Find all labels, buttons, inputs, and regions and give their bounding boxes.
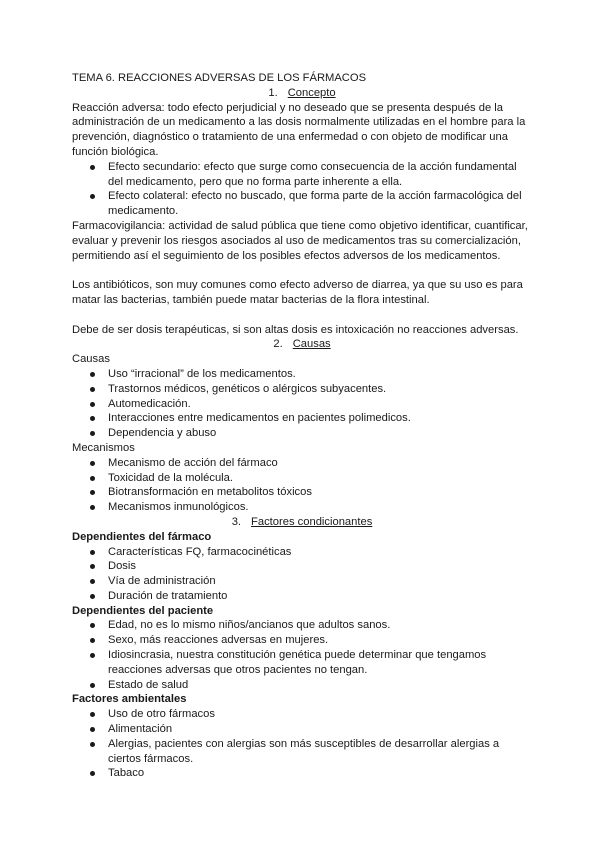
bullet-icon — [90, 638, 95, 643]
section-number: 3. — [231, 515, 242, 528]
environmental-factors-list — [72, 707, 532, 781]
list-item: Alergias, pacientes con alergias son más susceptibles de desarrollar alergias a ciertos fármacos. — [72, 737, 532, 767]
list-item: Biotransformación en metabolitos tóxicos — [72, 485, 532, 500]
section-number: 1. — [268, 86, 278, 99]
mechanisms-label: Mecanismos — [72, 441, 135, 454]
bullet-icon — [90, 579, 95, 584]
definition-paragraph: Reacción adversa: todo efecto perjudicial y no deseado que se presenta después de la administración de un medicamento a las dosis normalmente utilizadas en el hombre para la prevención, diagnóstico o tratamiento de una enfermedad o con objeto de modificar una función biológica. — [72, 101, 526, 158]
list-item: Dependencia y abuso — [72, 426, 532, 441]
document-title: TEMA 6. REACCIONES ADVERSAS DE LOS FÁRMACOS — [72, 72, 367, 84]
list-item: Vía de administración — [72, 574, 532, 589]
list-item: Uso de otro fármacos — [72, 707, 532, 722]
bullet-icon — [90, 476, 95, 481]
bullet-icon — [90, 402, 95, 407]
bullet-icon — [90, 623, 95, 628]
bullet-icon — [90, 550, 95, 555]
mechanisms-list — [72, 456, 532, 515]
causes-label: Causas — [72, 353, 110, 366]
list-item: Interacciones entre medicamentos en pacientes polimedicos. — [72, 411, 532, 426]
section-heading-factores — [72, 515, 532, 530]
bullet-icon — [90, 653, 95, 658]
bullet-icon — [90, 461, 95, 466]
antibiotics-paragraph: Los antibióticos, son muy comunes como efecto adverso de diarrea, ya que su uso es para matar las bacterias, también puede matar bacterias de la flora intestinal. — [72, 279, 523, 306]
bullet-icon — [90, 564, 95, 569]
list-item: Automedicación. — [72, 397, 532, 412]
document-body — [72, 71, 532, 781]
bullet-icon — [90, 165, 95, 170]
list-item: Idiosincrasia, nuestra constitución genética puede determinar que tengamos reacciones adversas que otros pacientes no tengan. — [72, 648, 532, 678]
section-title: Concepto — [287, 86, 336, 99]
patient-factors-list — [72, 618, 532, 692]
list-item: Características FQ, farmacocinéticas — [72, 545, 532, 560]
environmental-factors-label: Factores ambientales — [72, 693, 187, 706]
section-heading-concepto — [72, 86, 532, 101]
bullet-icon — [90, 594, 95, 599]
list-item: Mecanismos inmunológicos. — [72, 500, 532, 515]
bullet-icon — [90, 194, 95, 199]
list-item: Toxicidad de la molécula. — [72, 471, 532, 486]
list-item: Estado de salud — [72, 678, 532, 693]
effects-list — [72, 160, 532, 219]
list-item: Dosis — [72, 559, 532, 574]
bullet-icon — [90, 431, 95, 436]
section-title: Causas — [292, 338, 331, 351]
section-title: Factores condicionantes — [251, 515, 373, 528]
list-item: Mecanismo de acción del fármaco — [72, 456, 532, 471]
drug-factors-label: Dependientes del fármaco — [72, 530, 212, 543]
list-item: Trastornos médicos, genéticos o alérgicos subyacentes. — [72, 382, 532, 397]
list-item: Edad, no es lo mismo niños/ancianos que adultos sanos. — [72, 618, 532, 633]
list-item: Efecto colateral: efecto no buscado, que forma parte de la acción farmacológica del medicamento. — [72, 189, 532, 219]
causes-list — [72, 367, 532, 441]
bullet-icon — [90, 490, 95, 495]
doses-paragraph: Debe de ser dosis terapéuticas, si son altas dosis es intoxicación no reacciones adversas. — [72, 323, 519, 336]
bullet-icon — [90, 505, 95, 510]
drug-factors-list — [72, 545, 532, 604]
list-item: Sexo, más reacciones adversas en mujeres. — [72, 633, 532, 648]
bullet-icon — [90, 683, 95, 688]
list-item: Uso “irracional” de los medicamentos. — [72, 367, 532, 382]
bullet-icon — [90, 727, 95, 732]
list-item: Tabaco — [72, 766, 532, 781]
bullet-icon — [90, 771, 95, 776]
bullet-icon — [90, 416, 95, 421]
section-heading-causas — [72, 337, 532, 352]
pharmacovigilance-paragraph: Farmacovigilancia: actividad de salud pública que tiene como objetivo identificar, cuantificar, evaluar y prevenir los riesgos asociados al uso de medicamentos tras su comercialización, permitiendo así el seguimiento de los posibles efectos adversos de los medicamentos. — [72, 219, 528, 262]
list-item: Alimentación — [72, 722, 532, 737]
list-item: Efecto secundario: efecto que surge como consecuencia de la acción fundamental del medicamento, pero que no forma parte inherente a ella. — [72, 160, 532, 190]
bullet-icon — [90, 372, 95, 377]
bullet-icon — [90, 742, 95, 747]
list-item: Duración de tratamiento — [72, 589, 532, 604]
bullet-icon — [90, 387, 95, 392]
patient-factors-label: Dependientes del paciente — [72, 604, 214, 617]
section-number: 2. — [273, 338, 283, 351]
bullet-icon — [90, 712, 95, 717]
